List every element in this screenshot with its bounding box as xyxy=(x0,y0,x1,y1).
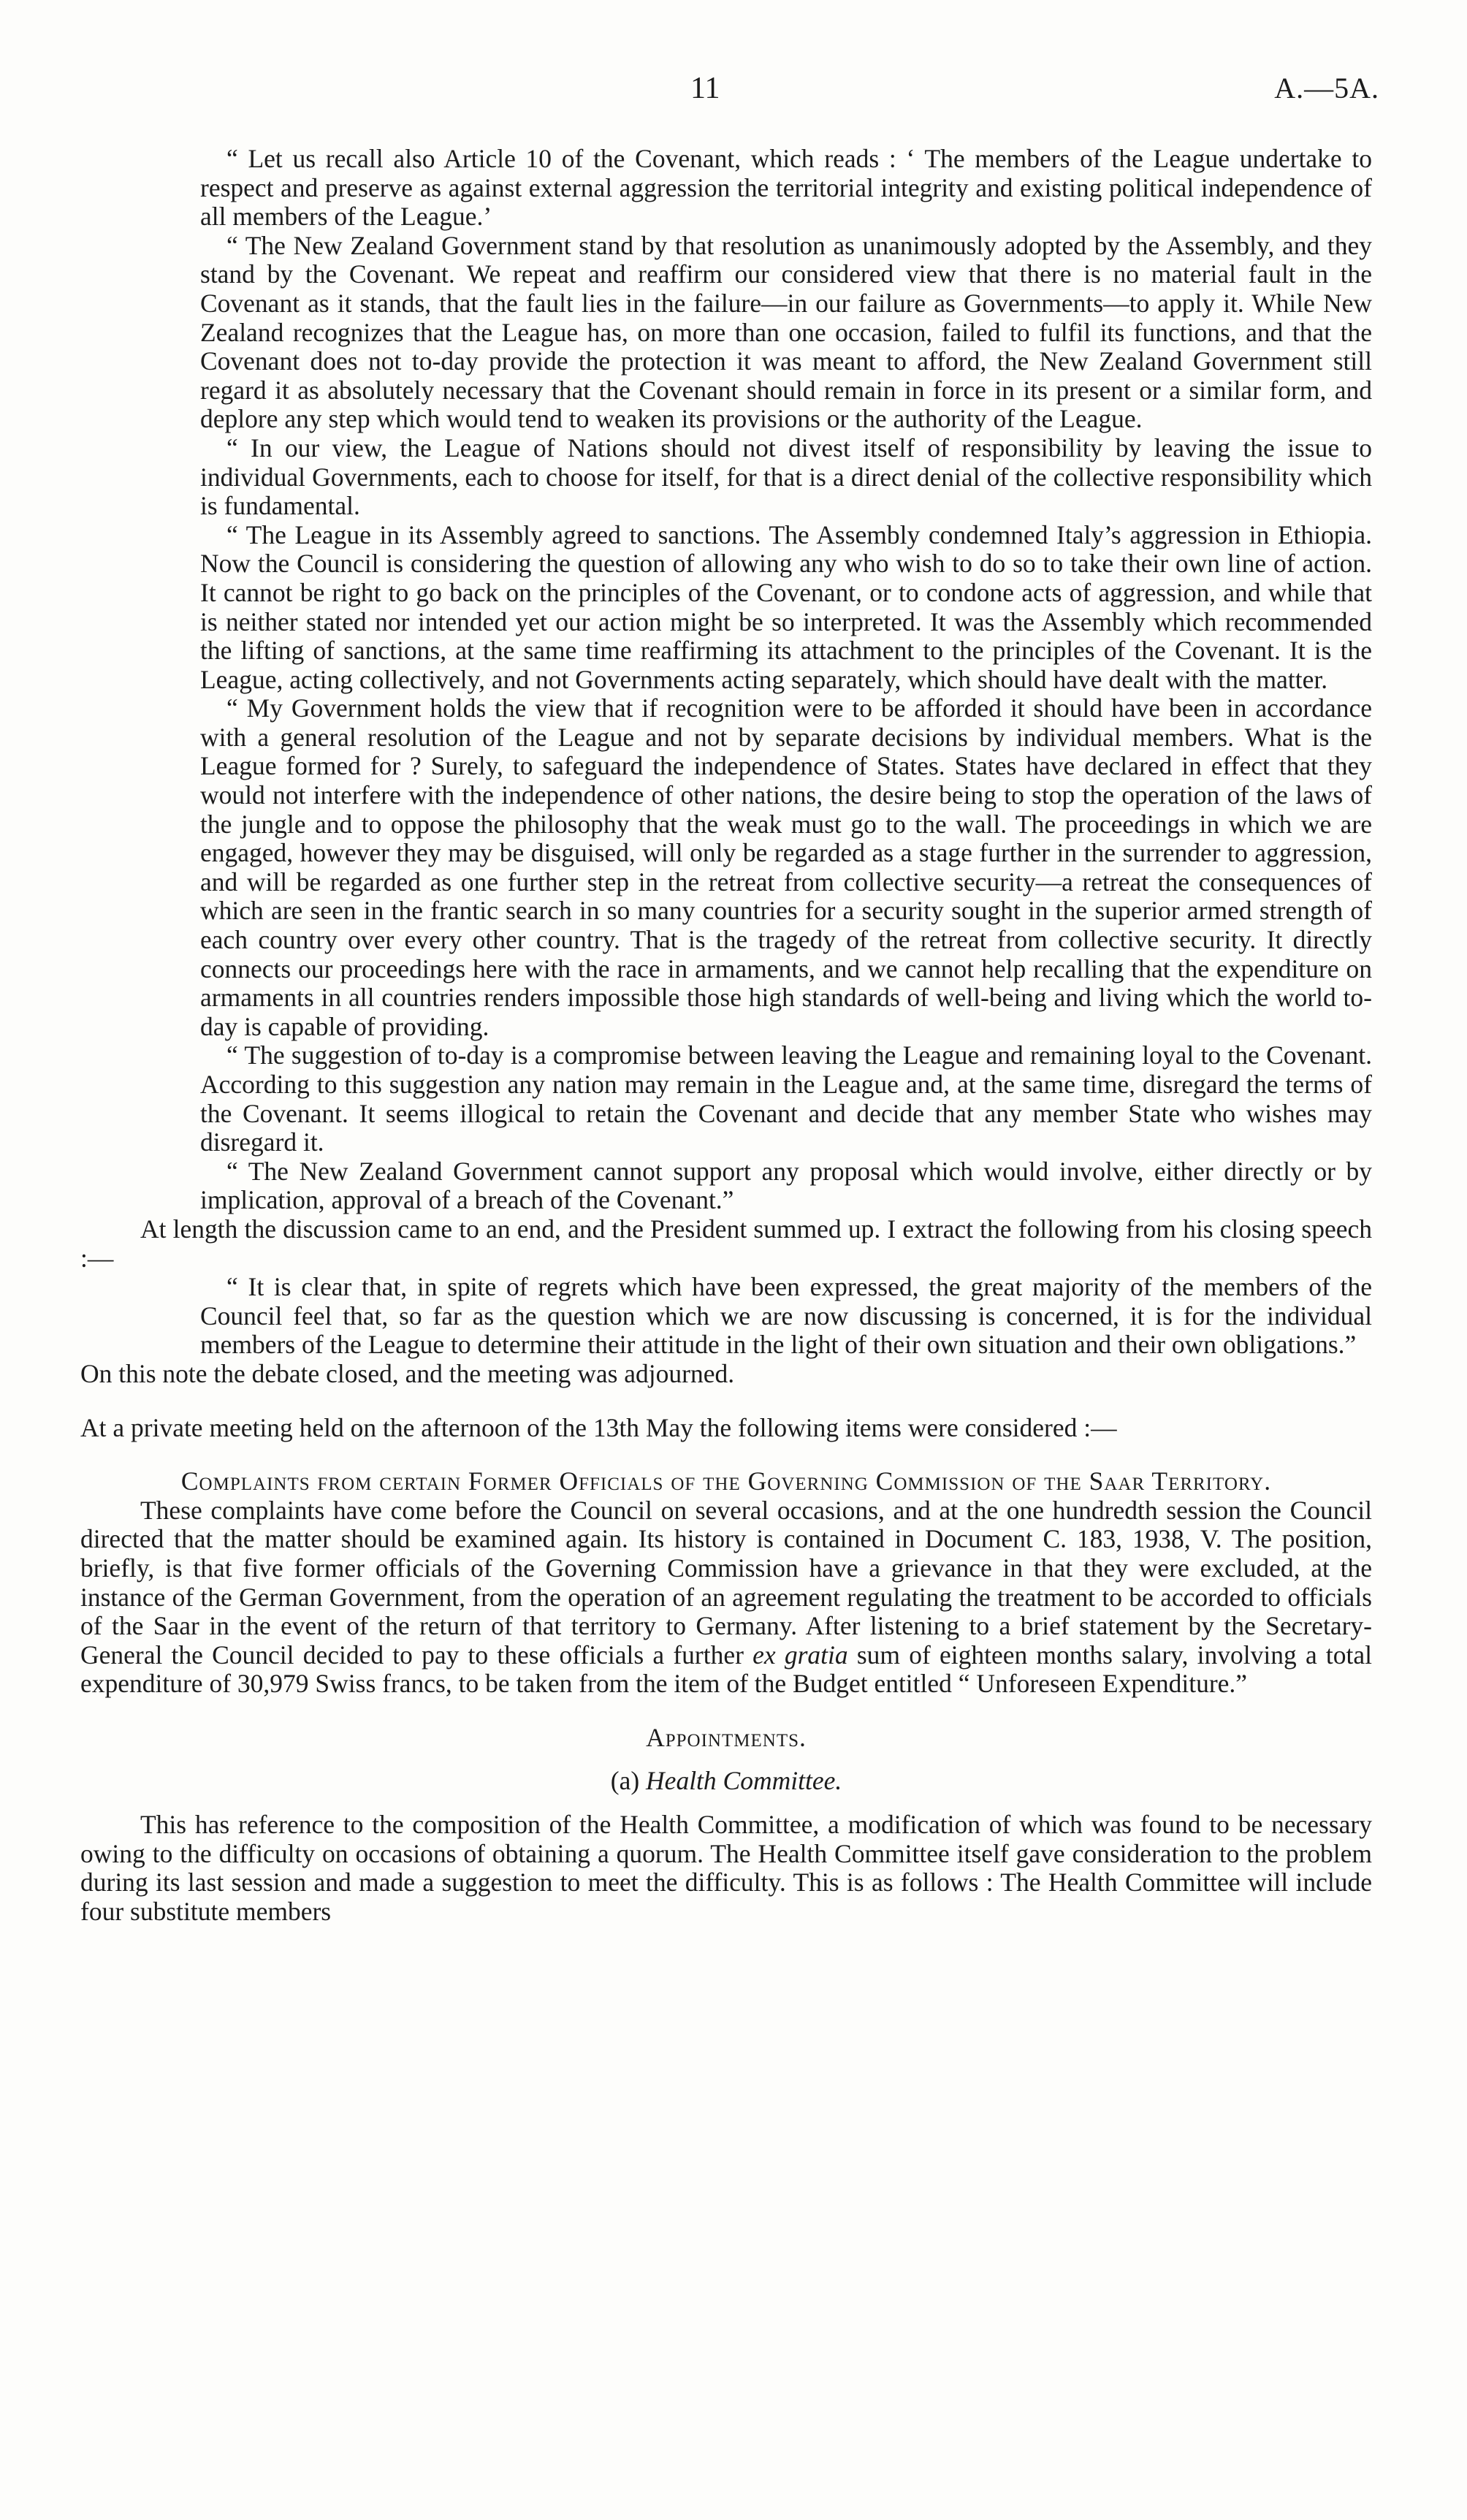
debate-closed-paragraph: On this note the debate closed, and the meeting was adjourned. xyxy=(80,1358,735,1388)
president-quote: “ It is clear that, in spite of regrets which have been expressed, the great majority of the members of the Council feel that, so far as the question which we are now discussing is concerned, it is for the individual members of the League to determine their attitude in the light of their own situation and their own obligations.” xyxy=(200,1272,1372,1360)
document-body xyxy=(80,145,1372,1926)
subheading-title: Health Committee. xyxy=(646,1766,842,1796)
quote-paragraph: “ My Government holds the view that if recognition were to be afforded it should have been in accordance with a general resolution of the League and not by separate decisions by individual members. What is the League formed for ? Surely, to safeguard the independence of States. States have declared in effect that they would not interfere with the independence of other nations, the desire being to stop the operation of the laws of the jungle and to oppose the philosophy that the weak must go to the wall. The proceedings in which we are engaged, however they may be disguised, will only be regarded as a stage further in the surrender to aggression, and will be regarded as one further step in the retreat from collective security—a retreat the consequences of which are seen in the frantic search in so many countries for a security sought in the superior armed strength of each country over every other country. That is the tragedy of the retreat from collective security. It directly connects our proceedings here with the race in armaments, and we cannot help recalling that the expenditure on armaments in all countries renders impossible those high standards of well-being and living which the world to-day is capable of providing. xyxy=(200,693,1372,1041)
ex-gratia-phrase: ex gratia xyxy=(752,1640,848,1670)
page-header xyxy=(0,70,1467,114)
quote-paragraph: “ In our view, the League of Nations should not divest itself of responsibility by leaving the issue to individual Governments, each to choose for itself, for that is a direct denial of the collective responsibility which is fundamental. xyxy=(200,433,1372,521)
saar-section-paragraph xyxy=(80,1496,1372,1699)
subheading-letter: (a) xyxy=(610,1766,640,1796)
health-committee-subheading xyxy=(80,1767,1372,1796)
private-meeting-paragraph: At a private meeting held on the afternoon of the 13th May the following items were considered :— xyxy=(80,1412,1117,1442)
page-number: 11 xyxy=(690,72,720,105)
quote-paragraph: “ The League in its Assembly agreed to sanctions. The Assembly condemned Italy’s aggression in Ethiopia. Now the Council is considering the question of allowing any who wish to do so to take their own line of action. It cannot be right to go back on the principles of the Covenant, or to condone acts of aggression, and while that is neither stated nor intended yet our action might be so interpreted. It was the Assembly which recommended the lifting of sanctions, at the same time reaffirming its attachment to the principles of the Covenant. It is the League, acting collectively, and not Governments acting separately, which should have dealt with the matter. xyxy=(200,519,1372,694)
saar-section-heading: Complaints from certain Former Officials of the Governing Commission of the Saar Territory. xyxy=(180,1466,1272,1496)
president-quote-block xyxy=(200,1273,1372,1360)
new-zealand-speech-quote xyxy=(200,145,1372,1215)
quote-paragraph: “ The suggestion of to-day is a compromise between leaving the League and remaining loyal to the Covenant. According to this suggestion any nation may remain in the League and, at the same time, disregard the terms of the Covenant. It seems illogical to retain the Covenant and decide that any member State who wishes may disregard it. xyxy=(200,1040,1372,1157)
appointments-heading: Appointments. xyxy=(646,1722,807,1752)
quote-paragraph: “ Let us recall also Article 10 of the Covenant, which reads : ‘ The members of the League undertake to respect and preserve as against external aggression the territorial integrity and existing political independence of all members of the League.’ xyxy=(200,144,1372,232)
health-committee-paragraph: This has reference to the composition of the Health Committee, a modification of which was found to be necessary owing to the difficulty on occasions of obtaining a quorum. The Health Committee itself gave consideration to the problem during its last session and made a suggestion to meet the difficulty. This is as follows : The Health Committee will include four substitute members xyxy=(80,1810,1372,1926)
saar-text-part-2: sum of eighteen months salary, involving a total expenditure of 30,979 Swiss francs, to be taken from the item of the Budget entitled “ Unforeseen Expenditure.” xyxy=(80,1640,1373,1699)
saar-text-part-1: These complaints have come before the Council on several occasions, and at the one hundredth session the Council directed that the matter should be examined again. Its history is contained in Document C. 183, 1938, V. The position, briefly, is that five former officials of the Governing Commission have a grievance in that they were excluded, at the instance of the German Government, from the operation of an agreement regulating the treatment to be accorded to officials of the Saar in the event of the return of that territory to Germany. After listening to a brief statement by the Secretary-General the Council decided to pay to these officials a further xyxy=(80,1495,1372,1670)
document-reference: A.—5A. xyxy=(1274,72,1379,104)
narrative-summing-up: At length the discussion came to an end, and the President summed up. I extract the following from his closing speech :— xyxy=(80,1214,1372,1273)
quote-paragraph: “ The New Zealand Government stand by that resolution as unanimously adopted by the Assembly, and they stand by the Covenant. We repeat and reaffirm our considered view that there is no material fault in the Covenant as it stands, that the fault lies in the failure—in our failure as Governments—to apply it. While New Zealand recognizes that the League has, on more than one occasion, failed to fulfil its functions, and that the Covenant does not to-day provide the protection it was meant to afford, the New Zealand Government still regard it as absolutely necessary that the Covenant should remain in force in its present or a similar form, and deplore any step which would tend to weaken its provisions or the authority of the League. xyxy=(200,230,1372,434)
quote-paragraph: “ The New Zealand Government cannot support any proposal which would involve, either directly or by implication, approval of a breach of the Covenant.” xyxy=(200,1156,1372,1215)
